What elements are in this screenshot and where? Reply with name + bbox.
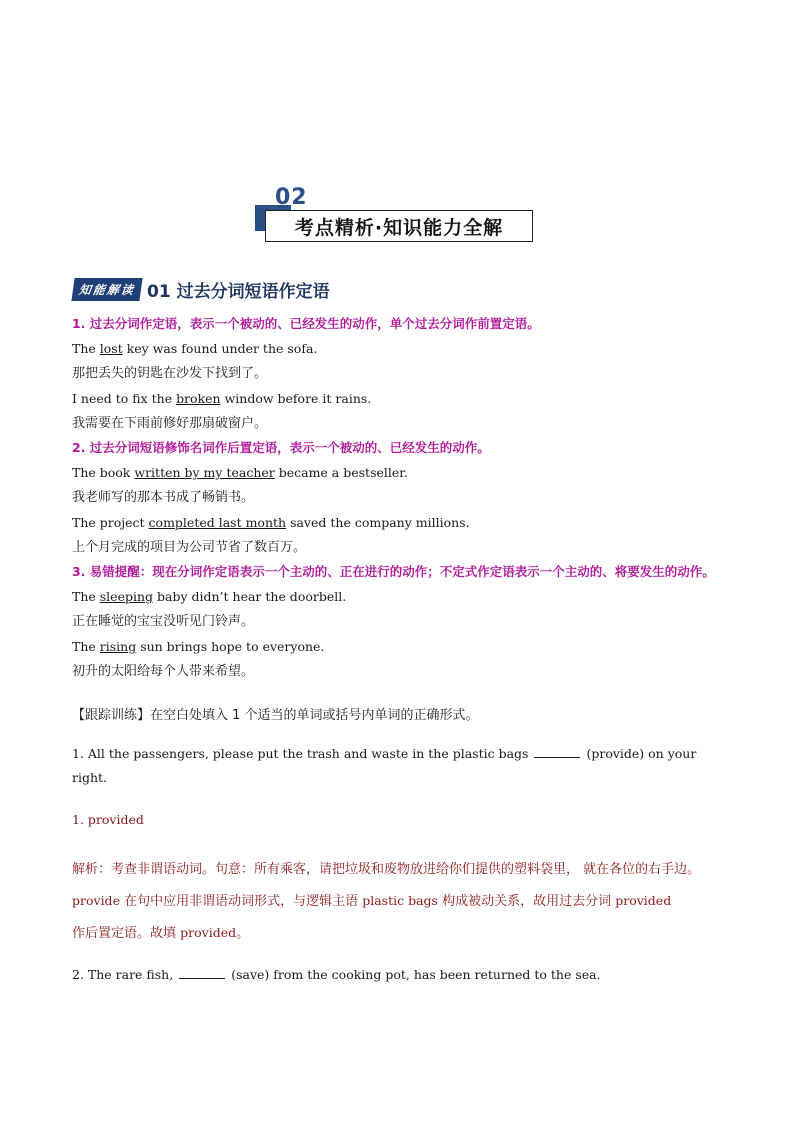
heading-text: 01 过去分词短语作定语 bbox=[147, 281, 330, 302]
answer-blank[interactable] bbox=[179, 964, 225, 979]
practice-title: 【跟踪训练】在空白处填入 1 个适当的单词或括号内单词的正确形式。 bbox=[72, 708, 479, 723]
analysis-term: provided bbox=[180, 925, 237, 940]
question-2 bbox=[72, 963, 724, 987]
example-sentence bbox=[72, 386, 724, 411]
heading-tag: 知能解读 bbox=[71, 278, 142, 301]
banner-title-box bbox=[265, 210, 533, 242]
example-text: The book bbox=[72, 465, 135, 480]
analysis-text: 。 bbox=[236, 926, 250, 941]
example-text: sun brings hope to everyone. bbox=[136, 639, 325, 654]
rule-3: 3. 易错提醒：现在分词作定语表示一个主动的、正在进行的动作；不定式作定语表示一个主动的、将要发生的动作。 bbox=[72, 564, 715, 579]
example-text: baby didn’t hear the doorbell. bbox=[153, 589, 347, 604]
example-translation: 我老师写的那本书成了畅销书。 bbox=[72, 490, 255, 505]
analysis-term: plastic bags bbox=[362, 893, 438, 908]
example-text: I need to fix the bbox=[72, 391, 177, 406]
example-text: The project bbox=[72, 515, 149, 530]
banner-number: 02 bbox=[275, 185, 308, 210]
section-heading bbox=[73, 277, 330, 301]
example-translation: 我需要在下雨前修好那扇破窗户。 bbox=[72, 416, 268, 431]
analysis-text: 在句中应用非谓语动词形式，与逻辑主语 bbox=[119, 894, 363, 909]
example-text: The bbox=[72, 341, 100, 356]
example-text: The bbox=[72, 639, 100, 654]
example-translation: 正在睡觉的宝宝没听见门铃声。 bbox=[72, 614, 255, 629]
rule-1: 1. 过去分词作定语，表示一个被动的、已经发生的动作，单个过去分词作前置定语。 bbox=[72, 316, 540, 331]
example-text: The bbox=[72, 589, 100, 604]
analysis-1 bbox=[72, 854, 724, 949]
example-translation: 上个月完成的项目为公司节省了数百万。 bbox=[72, 540, 307, 555]
answer-blank[interactable] bbox=[534, 743, 580, 758]
analysis-term: provided bbox=[615, 893, 672, 908]
example-text: saved the company millions. bbox=[286, 515, 470, 530]
analysis-text: 作后置定语。故填 bbox=[72, 926, 181, 941]
example-text: became a bestseller. bbox=[274, 465, 408, 480]
banner-title: 考点精析·知识能力全解 bbox=[294, 216, 504, 239]
analysis-text: 解析：考查非谓语动词。句意：所有乘客，请把垃圾和废物放进给你们提供的塑料袋里， 就在各位的右手边。 bbox=[72, 862, 701, 877]
example-underline: sleeping bbox=[99, 589, 154, 604]
question-1 bbox=[72, 742, 724, 790]
example-sentence bbox=[72, 336, 724, 361]
analysis-term: provide bbox=[72, 893, 120, 908]
analysis-text: 构成被动关系，故用过去分词 bbox=[437, 894, 616, 909]
example-text: key was found under the sofa. bbox=[122, 341, 318, 356]
question-text: 1. All the passengers, please put the trash and waste in the plastic bags bbox=[72, 746, 529, 761]
section-banner bbox=[255, 185, 545, 247]
rule-2: 2. 过去分词短语修饰名词作后置定语，表示一个被动的、已经发生的动作。 bbox=[72, 440, 490, 455]
question-text: (save) from the cooking pot, has been returned to the sea. bbox=[231, 967, 601, 982]
example-text: window before it rains. bbox=[220, 391, 372, 406]
example-underline: lost bbox=[99, 341, 123, 356]
content bbox=[72, 312, 724, 987]
example-underline: broken bbox=[176, 391, 221, 406]
example-underline: completed last month bbox=[148, 515, 287, 530]
example-translation: 那把丢失的钥匙在沙发下找到了。 bbox=[72, 366, 268, 381]
example-sentence bbox=[72, 510, 724, 535]
example-sentence bbox=[72, 460, 724, 485]
answer-1: 1. provided bbox=[72, 812, 144, 827]
example-underline: written by my teacher bbox=[134, 465, 275, 480]
question-text: 2. The rare fish, bbox=[72, 967, 174, 982]
example-sentence bbox=[72, 584, 724, 609]
example-translation: 初升的太阳给每个人带来希望。 bbox=[72, 664, 255, 679]
example-underline: rising bbox=[99, 639, 137, 654]
question-text: (provide) on your right. bbox=[72, 746, 697, 785]
example-sentence bbox=[72, 634, 724, 659]
